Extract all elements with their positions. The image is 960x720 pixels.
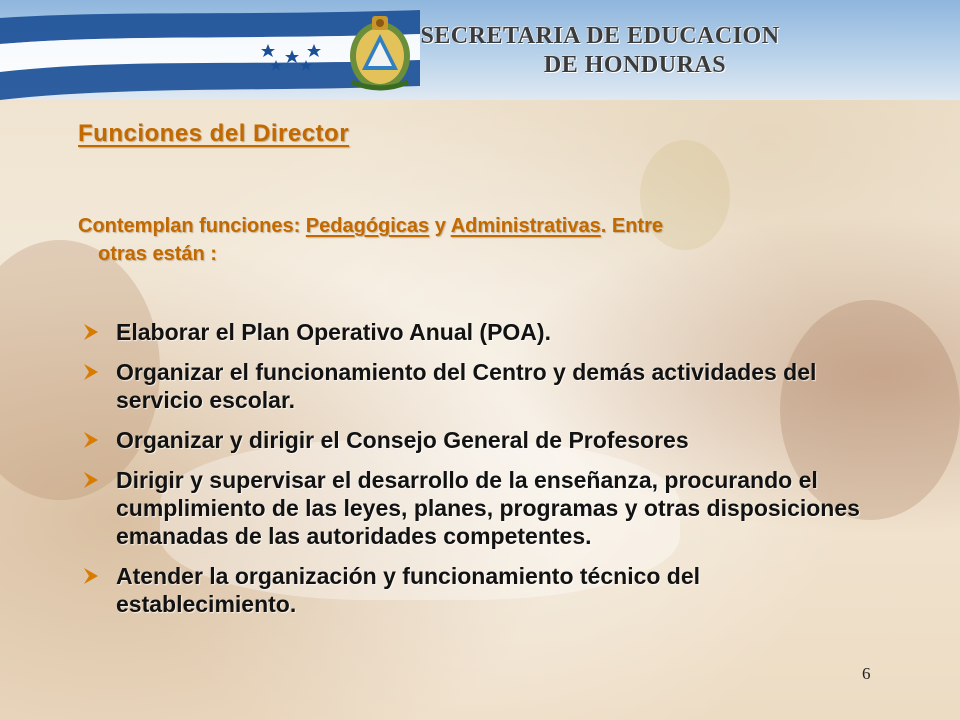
functions-list [82, 318, 872, 630]
list-item-text: Organizar y dirigir el Consejo General de Profesores [116, 427, 689, 453]
intro-term-administrativas: Administrativas [450, 215, 601, 237]
institution-title-line1: SECRETARIA DE EDUCACION [420, 23, 780, 49]
institution-title-line2: DE HONDURAS [543, 52, 727, 78]
intro-connector: y [429, 215, 451, 237]
list-item [82, 466, 872, 550]
header-banner [0, 0, 960, 100]
intro-paragraph [78, 212, 878, 268]
list-item-text: Elaborar el Plan Operativo Anual (POA). [116, 319, 551, 345]
intro-prefix: Contemplan funciones: [78, 215, 306, 237]
list-item [82, 562, 872, 618]
institution-title [420, 22, 780, 80]
page-number: 6 [862, 664, 871, 683]
coat-of-arms-icon [342, 12, 418, 92]
list-item-text: Atender la organización y funcionamiento técnico del establecimiento. [116, 563, 701, 617]
list-item-text: Dirigir y supervisar el desarrollo de la enseñanza, procurando el cumplimiento de las leyes, planes, programas y otras disposiciones emanadas de las autoridades competentes. [116, 467, 860, 549]
arrowhead-bullet-icon [82, 322, 100, 342]
arrowhead-bullet-icon [82, 362, 100, 382]
arrowhead-bullet-icon [82, 430, 100, 450]
intro-suffix: . Entre [600, 215, 663, 237]
intro-continuation: otras están : [98, 243, 217, 265]
arrowhead-bullet-icon [82, 566, 100, 586]
list-item [82, 426, 872, 454]
slide-title: Funciones del Director [78, 120, 350, 147]
list-item [82, 358, 872, 414]
list-item-text: Organizar el funcionamiento del Centro y demás actividades del servicio escolar. [116, 359, 817, 413]
list-item [82, 318, 872, 346]
intro-term-pedagogicas: Pedagógicas [305, 215, 430, 237]
arrowhead-bullet-icon [82, 470, 100, 490]
